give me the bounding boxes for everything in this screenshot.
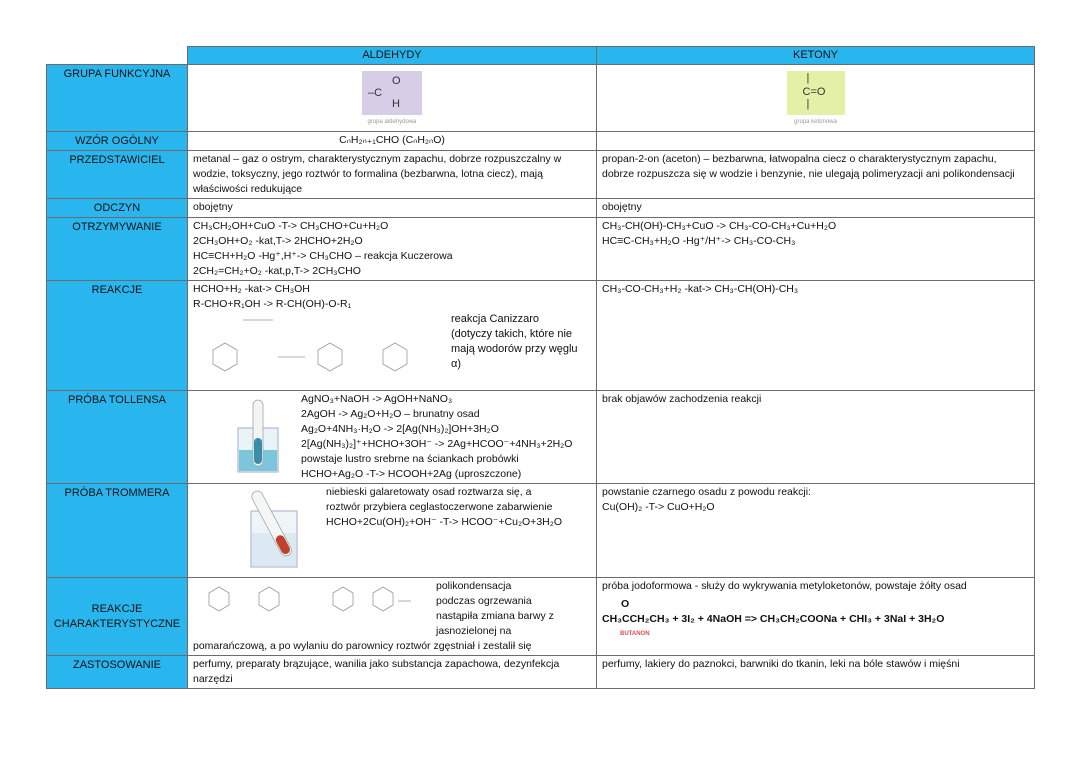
row-label-reakcje: REAKCJE <box>47 281 188 391</box>
ket-trommer <box>597 484 1035 578</box>
butanon-label: BUTANON <box>620 631 650 637</box>
line: HCHO+H₂ -kat-> CH₃OH <box>193 283 310 295</box>
canizzaro-reaction-diagram <box>193 312 443 384</box>
tollens-text <box>301 392 572 482</box>
aldehyde-group-image <box>362 71 422 115</box>
line: HCHO+2Cu(OH)₂+OH⁻ -T-> HCOO⁻+Cu₂O+3H₂O <box>326 516 562 528</box>
line: HC≡C-CH₃+H₂O -Hg⁺/H⁺-> CH₃-CO-CH₃ <box>602 235 796 247</box>
ald-charakterystyczne <box>188 578 597 656</box>
ald-otrzymywanie <box>188 218 597 281</box>
glyph-h: H <box>392 98 400 110</box>
iodoform-equation: CH₃CCH₂CH₃ + 3I₂ + 4NaOH => CH₃CH₂COONa + CHI₃ + 3NaI + 3H₂O <box>602 613 945 625</box>
ald-przedstawiciel: metanal – gaz o ostrym, charakterystycznym zapachu, dobrze rozpuszczalny w wodzie, toksyczny, jego roztwór to formalina (bezbarwna, lotna ciecz), mają właściwości redukujące <box>188 151 597 199</box>
comparison-table <box>46 46 1035 689</box>
ald-functional-group <box>188 65 597 132</box>
line: 2CH₂=CH₂+O₂ -kat,p,T-> 2CH₃CHO <box>193 265 361 277</box>
line: R-CHO+R₁OH -> R-CH(OH)-O-R₁ <box>193 298 352 310</box>
tollens-beaker-illustration <box>193 392 293 480</box>
line: pomarańczową, a po wylaniu do parownicy roztwór zgęstniał i zestalił się <box>193 640 532 652</box>
line: 2AgOH -> Ag₂O+H₂O – brunatny osad <box>301 408 480 420</box>
row-label-grupa: GRUPA FUNKCYJNA <box>47 65 188 132</box>
ald-caption: grupa aldehydowa <box>367 119 417 125</box>
line: Ag₂O+4NH₃·H₂O -> 2[Ag(NH₃)₂]OH+3H₂O <box>301 423 499 435</box>
line: Cu(OH)₂ -T-> CuO+H₂O <box>602 501 715 513</box>
ald-zastosowanie: perfumy, preparaty brązujące, wanilia jako substancja zapachowa, dezynfekcja narzędzi <box>188 656 597 689</box>
ket-functional-group <box>597 65 1035 132</box>
ket-formula <box>597 132 1035 151</box>
line: CH₃-CH(OH)-CH₃+CuO -> CH₃-CO-CH₃+Cu+H₂O <box>602 220 837 232</box>
ket-zastosowanie: perfumy, lakiery do paznokci, barwniki do tkanin, leki na bóle stawów i mięśni <box>597 656 1035 689</box>
corner-cell <box>47 47 188 65</box>
carbonyl-o: O <box>621 598 630 610</box>
ald-formula: CₙH₂ₙ₊₁CHO (CₙH₂ₙO) <box>188 132 597 151</box>
trommer-text <box>326 485 562 573</box>
line: AgNO₃+NaOH -> AgOH+NaNO₃ <box>301 393 453 405</box>
canizzaro-note: reakcja Canizzaro (dotyczy takich, które nie mają wodorów przy węglu α) <box>451 313 578 370</box>
line: HC≡CH+H₂O -Hg⁺,H⁺-> CH₃CHO – reakcja Kuczerowa <box>193 250 453 262</box>
line: HCHO+Ag₂O -T-> HCOOH+2Ag (uproszczone) <box>301 468 522 480</box>
glyph-co: C=O <box>802 86 826 98</box>
header-aldehydy: ALDEHYDY <box>188 47 597 65</box>
ald-reakcje <box>188 281 597 391</box>
header-ketony: KETONY <box>597 47 1035 65</box>
polycondensation-note <box>436 579 554 639</box>
row-label-trommer: PRÓBA TROMMERA <box>47 484 188 578</box>
line: nastąpiła zmiana barwy z <box>436 610 554 622</box>
ket-przedstawiciel: propan-2-on (aceton) – bezbarwna, łatwopalna ciecz o charakterystycznym zapachu, dobrze rozpuszcza się w wodzie i benzynie, nie ulegają polimeryzacji ani polikondensacji <box>597 151 1035 199</box>
line: 2[Ag(NH₃)₂]⁺+HCHO+3OH⁻ -> 2Ag+HCOO⁻+4NH₃+2H₂O <box>301 438 573 450</box>
ket-tollens: brak objawów zachodzenia reakcji <box>597 391 1035 484</box>
line: jasnozielonej na <box>436 625 512 637</box>
line: niebieski galaretowaty osad roztwarza się, a <box>326 486 532 498</box>
ald-odczyn: obojętny <box>188 199 597 218</box>
row-label-zastosowanie: ZASTOSOWANIE <box>47 656 188 689</box>
row-label-odczyn: ODCZYN <box>47 199 188 218</box>
trommer-beaker-illustration <box>193 485 318 573</box>
ket-caption: grupa ketonowa <box>794 119 837 125</box>
line: 2CH₃OH+O₂ -kat,T-> 2HCHO+2H₂O <box>193 235 363 247</box>
line: CH₃CH₂OH+CuO -T-> CH₃CHO+Cu+H₂O <box>193 220 389 232</box>
ald-trommer <box>188 484 597 578</box>
row-label-przedstawiciel: PRZEDSTAWICIEL <box>47 151 188 199</box>
row-label-tollens: PRÓBA TOLLENSA <box>47 391 188 484</box>
line: powstanie czarnego osadu z powodu reakcji: <box>602 486 811 498</box>
ald-tollens <box>188 391 597 484</box>
glyph-c: –C <box>368 87 383 99</box>
ket-odczyn: obojętny <box>597 199 1035 218</box>
line: polikondensacja <box>436 580 512 592</box>
ketone-group-image: | C=O | <box>787 71 845 115</box>
ket-reakcje: CH₃-CO-CH₃+H₂ -kat-> CH₃-CH(OH)-CH₃ <box>597 281 1035 391</box>
label-line: CHARAKTERYSTYCZNE <box>53 618 181 630</box>
line: powstaje lustro srebrne na ściankach probówki <box>301 453 519 465</box>
ket-charakterystyczne <box>597 578 1035 656</box>
row-label-wzor: WZÓR OGÓLNY <box>47 132 188 151</box>
row-label-otrzymywanie: OTRZYMYWANIE <box>47 218 188 281</box>
polycondensation-diagram <box>193 579 428 637</box>
line: próba jodoformowa - służy do wykrywania metyloketonów, powstaje żółty osad <box>602 580 967 592</box>
row-label-charakterystyczne <box>47 578 188 656</box>
line: podczas ogrzewania <box>436 595 532 607</box>
line: roztwór przybiera ceglastoczerwone zabarwienie <box>326 501 553 513</box>
glyph-o: O <box>392 75 401 87</box>
label-line: REAKCJE <box>91 603 143 615</box>
ket-otrzymywanie <box>597 218 1035 281</box>
